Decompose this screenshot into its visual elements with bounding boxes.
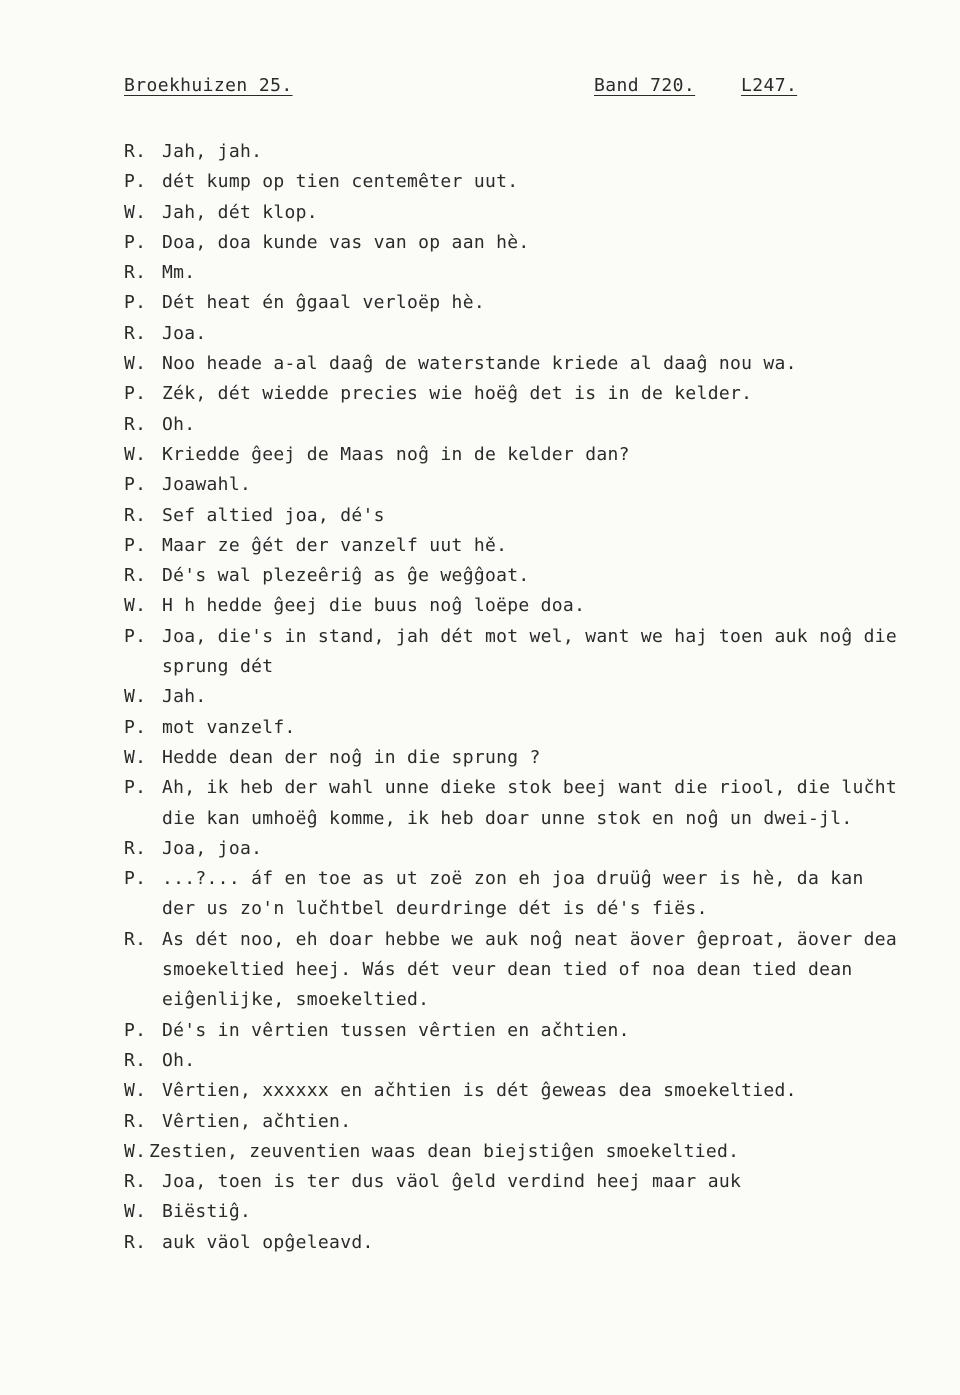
speaker-label: R. bbox=[124, 928, 147, 950]
utterance-text: dét kump op tien centemêter uut. bbox=[162, 171, 519, 193]
transcript-turn bbox=[124, 349, 914, 379]
utterance-text: Mm. bbox=[162, 262, 196, 284]
utterance-text: Zestien, zeuventien waas dean biejstiĝen smoekeltied. bbox=[149, 1140, 740, 1162]
utterance-text: Jah, jah. bbox=[162, 141, 263, 162]
utterance-text: Dé's in vêrtien tussen vêrtien en ačhtien. bbox=[162, 1019, 630, 1041]
utterance-text: Biëstiĝ. bbox=[162, 1201, 252, 1223]
transcript-turn bbox=[124, 622, 914, 683]
utterance-text: Jah, dét klop. bbox=[162, 201, 318, 223]
speaker-label: W. bbox=[124, 1201, 147, 1223]
speaker-label: R. bbox=[124, 1171, 147, 1193]
utterance-text: auk väol opĝeleavd. bbox=[162, 1231, 374, 1253]
speaker-label: R. bbox=[124, 413, 147, 435]
speaker-label: W. bbox=[124, 443, 147, 465]
transcript-turn bbox=[124, 591, 914, 621]
transcript-turn bbox=[124, 319, 914, 349]
speaker-label: P. bbox=[124, 1019, 147, 1041]
speaker-label: R. bbox=[124, 565, 147, 587]
transcript-turn bbox=[124, 713, 914, 743]
header-location: Broekhuizen 25. bbox=[124, 75, 293, 96]
transcript-turn bbox=[124, 864, 914, 925]
utterance-text: Vêrtien, xxxxxx en ačhtien is dét ĝeweas dea smoekeltied. bbox=[162, 1080, 797, 1102]
speaker-label: W. bbox=[124, 1080, 147, 1102]
speaker-label: P. bbox=[124, 171, 147, 193]
utterance-text: Joa. bbox=[162, 322, 207, 344]
utterance-text: Oh. bbox=[162, 1049, 196, 1071]
page-header bbox=[124, 75, 814, 101]
header-code: L247. bbox=[741, 75, 798, 96]
speaker-label: P. bbox=[124, 231, 147, 253]
utterance-text: Vêrtien, ačhtien. bbox=[162, 1110, 352, 1132]
transcript-turn bbox=[124, 440, 914, 470]
speaker-label: P. bbox=[124, 383, 147, 405]
transcript-turn bbox=[124, 682, 914, 712]
speaker-label: W. bbox=[124, 686, 147, 708]
speaker-label: W. bbox=[124, 353, 147, 375]
speaker-label: P. bbox=[124, 777, 147, 799]
transcript-turn bbox=[124, 1137, 914, 1167]
utterance-text: Maar ze ĝét der vanzelf uut hě. bbox=[162, 534, 508, 556]
utterance-text: Noo heade a-al daaĝ de waterstande kriede al daaĝ nou wa. bbox=[162, 353, 797, 375]
utterance-text: Joawahl. bbox=[162, 474, 252, 496]
transcript-turn bbox=[124, 167, 914, 197]
transcript-turn bbox=[124, 288, 914, 318]
transcript-turn bbox=[124, 228, 914, 258]
speaker-label: W. bbox=[124, 201, 147, 223]
utterance-text: mot vanzelf. bbox=[162, 716, 296, 738]
utterance-text: As dét noo, eh doar hebbe we auk noĝ neat äover ĝeproat, äover dea smoekeltied heej. Wás dét veur dean tied of noa dean tied dean eiĝenlijke, smoekeltied. bbox=[162, 928, 898, 1011]
speaker-label: W. bbox=[124, 595, 147, 617]
utterance-text: Dét heat én ĝgaal verloëp hè. bbox=[162, 292, 485, 314]
speaker-label: R. bbox=[124, 262, 147, 284]
transcript-turn bbox=[124, 137, 914, 167]
utterance-text: Joa, die's in stand, jah dét mot wel, want we haj toen auk noĝ die sprung dét bbox=[162, 625, 898, 678]
speaker-label: P. bbox=[124, 534, 147, 556]
utterance-text: Joa, joa. bbox=[162, 837, 263, 859]
transcript-turn bbox=[124, 379, 914, 409]
transcript-turn bbox=[124, 1076, 914, 1106]
speaker-label: P. bbox=[124, 716, 147, 738]
transcript-turn bbox=[124, 925, 914, 1016]
speaker-label: R. bbox=[124, 837, 147, 859]
transcript-turn bbox=[124, 410, 914, 440]
speaker-label: W. bbox=[124, 746, 147, 768]
utterance-text: Sef altied joa, dé's bbox=[162, 504, 385, 526]
transcript-turn bbox=[124, 1167, 914, 1197]
speaker-label: R. bbox=[124, 1049, 147, 1071]
speaker-label: P. bbox=[124, 625, 147, 647]
header-band: Band 720. bbox=[594, 75, 696, 96]
utterance-text: Ah, ik heb der wahl unne dieke stok beej want die riool, die lučht die kan umhoëĝ komme, ik heb doar unne stok en noĝ un dwei-jl. bbox=[162, 777, 898, 829]
transcript-turn bbox=[124, 531, 914, 561]
speaker-label: R. bbox=[124, 1231, 147, 1253]
speaker-label: R. bbox=[124, 504, 147, 526]
transcript-turn bbox=[124, 1016, 914, 1046]
transcript-turn bbox=[124, 501, 914, 531]
speaker-label: R. bbox=[124, 322, 147, 344]
utterance-text: Joa, toen is ter dus väol ĝeld verdind heej maar auk bbox=[162, 1171, 742, 1193]
speaker-label: P. bbox=[124, 868, 147, 890]
utterance-text: Hedde dean der noĝ in die sprung ? bbox=[162, 746, 541, 768]
utterance-text: Doa, doa kunde vas van op aan hè. bbox=[162, 231, 530, 253]
utterance-text: Kriedde ĝeej de Maas noĝ in de kelder dan? bbox=[162, 443, 630, 465]
utterance-text: Oh. bbox=[162, 413, 196, 435]
speaker-label: P. bbox=[124, 292, 147, 314]
transcript-turn bbox=[124, 743, 914, 773]
transcript-turn bbox=[124, 1228, 914, 1258]
speaker-label: W. bbox=[124, 1140, 147, 1162]
transcript-turn bbox=[124, 561, 914, 591]
transcript bbox=[124, 137, 914, 1258]
transcript-turn bbox=[124, 198, 914, 228]
transcript-turn bbox=[124, 258, 914, 288]
utterance-text: H h hedde ĝeej die buus noĝ loëpe doa. bbox=[162, 595, 586, 617]
transcript-turn bbox=[124, 1107, 914, 1137]
speaker-label: R. bbox=[124, 141, 147, 162]
transcript-turn bbox=[124, 834, 914, 864]
speaker-label: R. bbox=[124, 1110, 147, 1132]
transcript-turn bbox=[124, 470, 914, 500]
utterance-text: Dé's wal plezeêriĝ as ĝe weĝĝoat. bbox=[162, 565, 530, 587]
utterance-text: Zék, dét wiedde precies wie hoëĝ det is in de kelder. bbox=[162, 383, 753, 405]
speaker-label: P. bbox=[124, 474, 147, 496]
utterance-text: Jah. bbox=[162, 686, 207, 708]
transcript-turn bbox=[124, 773, 914, 834]
transcript-turn bbox=[124, 1197, 914, 1227]
utterance-text: ...?... áf en toe as ut zoë zon eh joa druüĝ weer is hè, da kan der us zo'n lučhtbel deurdringe dét is dé's fiës. bbox=[162, 868, 864, 920]
transcript-turn bbox=[124, 1046, 914, 1076]
